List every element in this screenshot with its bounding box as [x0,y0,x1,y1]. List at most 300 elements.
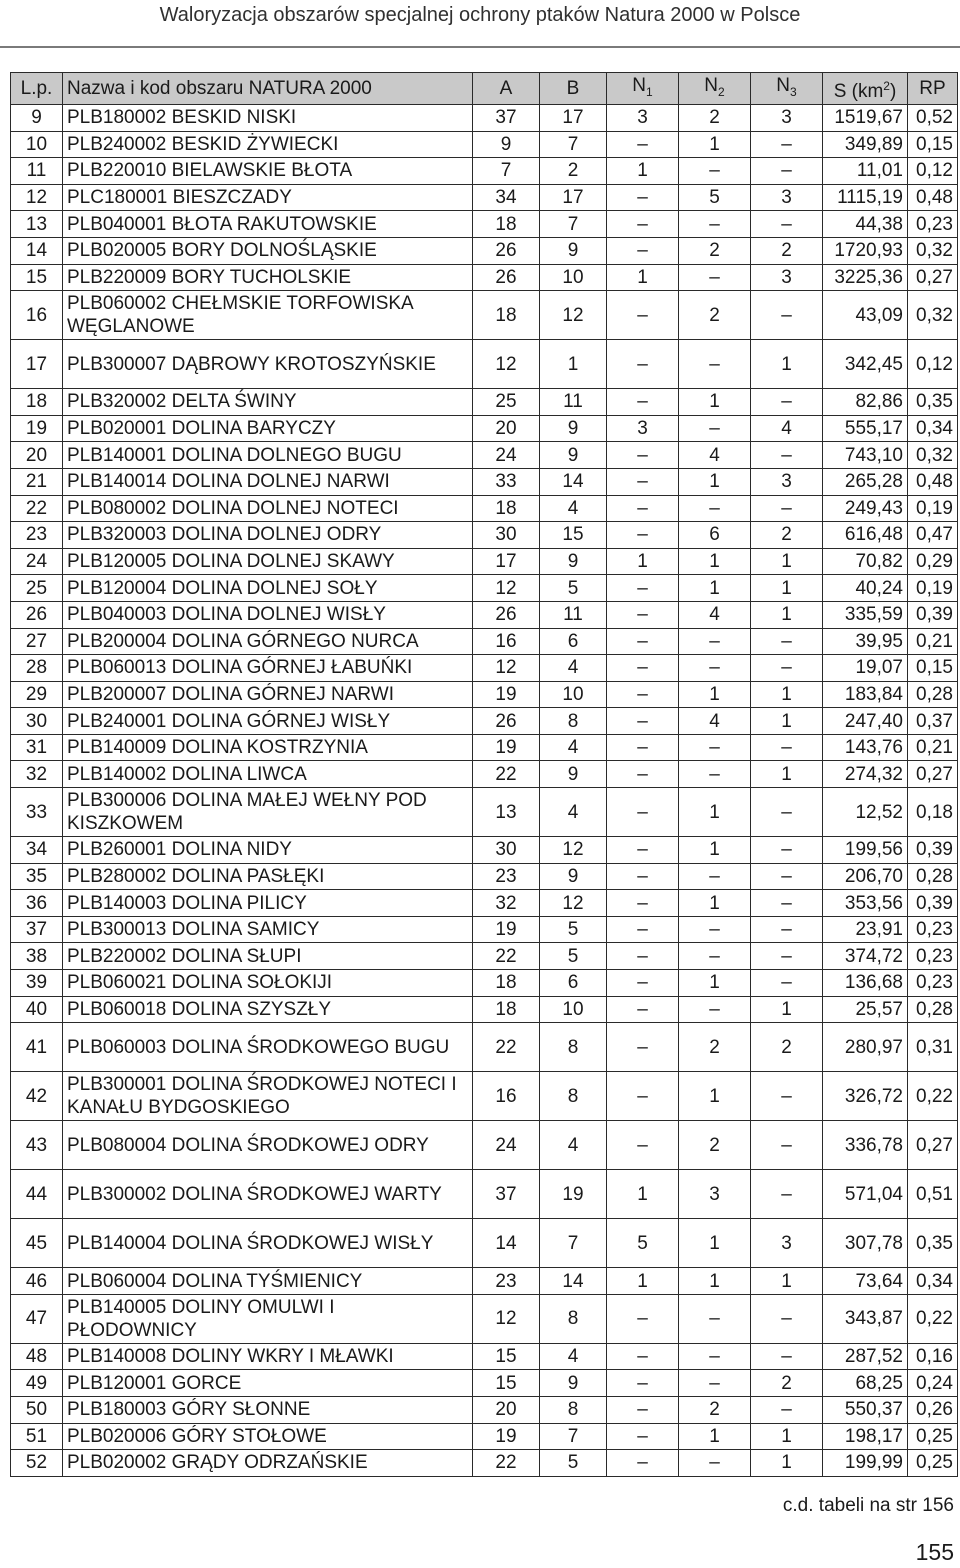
cell-n1: – [607,681,679,708]
cell-s: 68,25 [823,1370,908,1397]
header-lp: L.p. [11,73,63,105]
cell-b: 10 [540,996,607,1023]
cell-name: PLB020002 GRĄDY ODRZAŃSKIE [63,1450,473,1477]
cell-rp: 0,32 [908,237,958,264]
cell-name: PLB020006 GÓRY STOŁOWE [63,1423,473,1450]
cell-b: 4 [540,655,607,682]
cell-n3: – [751,131,823,158]
cell-s: 11,01 [823,158,908,185]
cell-n3: – [751,788,823,837]
cell-n3: 1 [751,1423,823,1450]
cell-s: 23,91 [823,916,908,943]
cell-lp: 28 [11,655,63,682]
cell-b: 5 [540,916,607,943]
table-row [11,943,958,970]
cell-n2: 1 [679,548,751,575]
table-row [11,1170,958,1219]
cell-name: PLB140009 DOLINA KOSTRZYNIA [63,734,473,761]
cell-a: 18 [473,495,540,522]
cell-b: 10 [540,264,607,291]
cell-lp: 22 [11,495,63,522]
cell-n1: – [607,655,679,682]
cell-name: PLB020001 DOLINA BARYCZY [63,415,473,442]
cell-s: 335,59 [823,601,908,628]
cell-a: 13 [473,788,540,837]
cell-n3: 1 [751,681,823,708]
cell-rp: 0,27 [908,761,958,788]
header-s [823,73,908,105]
cell-lp: 43 [11,1121,63,1170]
cell-lp: 34 [11,837,63,864]
cell-s: 247,40 [823,708,908,735]
cell-n2: – [679,211,751,238]
cell-n1: – [607,1397,679,1424]
cell-rp: 0,47 [908,522,958,549]
cell-s: 326,72 [823,1072,908,1121]
cell-name: PLB140003 DOLINA PILICY [63,890,473,917]
cell-b: 6 [540,628,607,655]
cell-lp: 42 [11,1072,63,1121]
cell-n1: – [607,1072,679,1121]
cell-n1: – [607,389,679,416]
continuation-note: c.d. tabeli na str 156 [782,1495,954,1516]
cell-n3: 3 [751,105,823,132]
cell-n3: – [751,495,823,522]
cell-rp: 0,35 [908,389,958,416]
cell-s: 25,57 [823,996,908,1023]
table-row [11,1219,958,1268]
cell-s: 198,17 [823,1423,908,1450]
cell-s: 349,89 [823,131,908,158]
table-row [11,415,958,442]
cell-name: PLB180003 GÓRY SŁONNE [63,1397,473,1424]
cell-n1: 1 [607,1268,679,1295]
cell-s: 206,70 [823,863,908,890]
table-row [11,655,958,682]
cell-n3: 2 [751,522,823,549]
cell-name: PLB040001 BŁOTA RAKUTOWSKIE [63,211,473,238]
cell-n3: 4 [751,415,823,442]
cell-name: PLB220002 DOLINA SŁUPI [63,943,473,970]
cell-n1: 1 [607,158,679,185]
cell-a: 37 [473,1170,540,1219]
cell-n2: 4 [679,708,751,735]
cell-lp: 12 [11,184,63,211]
cell-b: 11 [540,389,607,416]
cell-n1: – [607,131,679,158]
cell-n2: 1 [679,970,751,997]
cell-n3: 1 [751,708,823,735]
cell-s: 336,78 [823,1121,908,1170]
cell-a: 26 [473,601,540,628]
cell-n3: – [751,655,823,682]
cell-n2: – [679,1370,751,1397]
cell-n1: – [607,1294,679,1343]
cell-lp: 24 [11,548,63,575]
header-s-base: S (km [833,80,884,102]
cell-a: 17 [473,548,540,575]
cell-n2: 2 [679,291,751,340]
cell-a: 23 [473,863,540,890]
cell-n1: – [607,761,679,788]
cell-n3: – [751,628,823,655]
cell-name: PLB280002 DOLINA PASŁĘKI [63,863,473,890]
cell-n3: 1 [751,1450,823,1477]
cell-n3: – [751,211,823,238]
cell-b: 9 [540,237,607,264]
cell-name: PLB140002 DOLINA LIWCA [63,761,473,788]
cell-n3: 1 [751,601,823,628]
cell-b: 5 [540,1450,607,1477]
cell-n1: – [607,575,679,602]
cell-n3: 1 [751,548,823,575]
cell-n2: – [679,863,751,890]
cell-lp: 17 [11,340,63,389]
cell-lp: 31 [11,734,63,761]
cell-n3: 1 [751,996,823,1023]
cell-rp: 0,27 [908,1121,958,1170]
cell-n2: – [679,761,751,788]
cell-b: 9 [540,1370,607,1397]
cell-n1: – [607,291,679,340]
table-row [11,1023,958,1072]
cell-s: 287,52 [823,1343,908,1370]
cell-name: PLB140005 DOLINY OMULWI I PŁODOWNICY [63,1294,473,1343]
cell-s: 12,52 [823,788,908,837]
cell-n2: 5 [679,184,751,211]
cell-rp: 0,16 [908,1343,958,1370]
table-row [11,916,958,943]
cell-n1: – [607,340,679,389]
cell-rp: 0,48 [908,468,958,495]
cell-lp: 48 [11,1343,63,1370]
cell-a: 24 [473,442,540,469]
cell-b: 9 [540,442,607,469]
cell-rp: 0,21 [908,734,958,761]
cell-rp: 0,28 [908,681,958,708]
cell-n2: – [679,628,751,655]
cell-b: 14 [540,468,607,495]
cell-n2: – [679,734,751,761]
cell-name: PLB140014 DOLINA DOLNEJ NARWI [63,468,473,495]
cell-n2: – [679,340,751,389]
cell-rp: 0,19 [908,575,958,602]
cell-name: PLB200007 DOLINA GÓRNEJ NARWI [63,681,473,708]
cell-n1: – [607,442,679,469]
cell-b: 9 [540,761,607,788]
table-row [11,264,958,291]
cell-n2: 2 [679,105,751,132]
cell-a: 32 [473,890,540,917]
cell-rp: 0,23 [908,211,958,238]
cell-n2: 1 [679,1072,751,1121]
cell-lp: 41 [11,1023,63,1072]
cell-a: 34 [473,184,540,211]
cell-lp: 38 [11,943,63,970]
cell-n1: – [607,996,679,1023]
header-n3 [751,73,823,105]
cell-lp: 50 [11,1397,63,1424]
header-n1-sub: 1 [646,84,653,99]
cell-n1: 3 [607,415,679,442]
cell-rp: 0,39 [908,890,958,917]
cell-name: PLB140004 DOLINA ŚRODKOWEJ WISŁY [63,1219,473,1268]
cell-n2: – [679,415,751,442]
cell-a: 12 [473,340,540,389]
cell-rp: 0,25 [908,1450,958,1477]
cell-a: 20 [473,1397,540,1424]
cell-n2: 1 [679,890,751,917]
cell-b: 4 [540,788,607,837]
cell-name: PLB300007 DĄBROWY KROTOSZYŃSKIE [63,340,473,389]
cell-name: PLB220009 BORY TUCHOLSKIE [63,264,473,291]
header-n3-base: N [776,74,791,96]
cell-lp: 46 [11,1268,63,1295]
cell-rp: 0,39 [908,837,958,864]
cell-lp: 26 [11,601,63,628]
cell-n3: – [751,1170,823,1219]
table-row [11,548,958,575]
cell-lp: 45 [11,1219,63,1268]
cell-n1: – [607,943,679,970]
header-n2-sub: 2 [718,84,725,99]
cell-a: 22 [473,1023,540,1072]
cell-n2: – [679,264,751,291]
cell-lp: 21 [11,468,63,495]
cell-a: 12 [473,1294,540,1343]
table-row [11,468,958,495]
cell-name: PLB080002 DOLINA DOLNEJ NOTECI [63,495,473,522]
cell-rp: 0,39 [908,601,958,628]
cell-n1: – [607,837,679,864]
cell-rp: 0,23 [908,916,958,943]
cell-n3: 1 [751,761,823,788]
cell-n3: – [751,389,823,416]
table-row [11,291,958,340]
cell-b: 7 [540,1219,607,1268]
cell-rp: 0,24 [908,1370,958,1397]
table-row [11,575,958,602]
cell-a: 19 [473,734,540,761]
table-row [11,628,958,655]
cell-n2: 1 [679,468,751,495]
cell-s: 571,04 [823,1170,908,1219]
cell-n1: – [607,1121,679,1170]
cell-a: 30 [473,522,540,549]
cell-name: PLB300001 DOLINA ŚRODKOWEJ NOTECI I KANAŁU BYDGOSKIEGO [63,1072,473,1121]
cell-name: PLB060002 CHEŁMSKIE TORFOWISKA WĘGLANOWE [63,291,473,340]
cell-lp: 25 [11,575,63,602]
cell-n2: 6 [679,522,751,549]
cell-s: 136,68 [823,970,908,997]
cell-rp: 0,34 [908,415,958,442]
cell-rp: 0,27 [908,264,958,291]
cell-a: 37 [473,105,540,132]
cell-n3: 3 [751,264,823,291]
cell-lp: 29 [11,681,63,708]
header-a: A [473,73,540,105]
table-row [11,837,958,864]
cell-n1: – [607,1023,679,1072]
cell-rp: 0,15 [908,131,958,158]
cell-lp: 19 [11,415,63,442]
table-row [11,495,958,522]
cell-s: 44,38 [823,211,908,238]
cell-name: PLB140008 DOLINY WKRY I MŁAWKI [63,1343,473,1370]
cell-name: PLB080004 DOLINA ŚRODKOWEJ ODRY [63,1121,473,1170]
cell-b: 17 [540,184,607,211]
cell-name: PLB060013 DOLINA GÓRNEJ ŁABUŃKI [63,655,473,682]
cell-n2: 4 [679,601,751,628]
cell-lp: 18 [11,389,63,416]
cell-n2: – [679,1450,751,1477]
cell-n2: – [679,916,751,943]
cell-n2: – [679,495,751,522]
cell-n2: 2 [679,237,751,264]
cell-n2: 2 [679,1121,751,1170]
cell-n1: – [607,211,679,238]
cell-b: 8 [540,708,607,735]
cell-n2: 1 [679,1423,751,1450]
cell-n2: 3 [679,1170,751,1219]
cell-b: 8 [540,1294,607,1343]
cell-lp: 11 [11,158,63,185]
cell-name: PLB120005 DOLINA DOLNEJ SKAWY [63,548,473,575]
cell-a: 23 [473,1268,540,1295]
cell-n1: – [607,1423,679,1450]
cell-a: 15 [473,1370,540,1397]
cell-n3: 3 [751,1219,823,1268]
cell-rp: 0,21 [908,628,958,655]
cell-a: 22 [473,761,540,788]
cell-n1: 1 [607,1170,679,1219]
cell-b: 4 [540,495,607,522]
cell-n3: – [751,291,823,340]
cell-n1: – [607,863,679,890]
cell-lp: 44 [11,1170,63,1219]
table-row [11,681,958,708]
cell-n1: – [607,495,679,522]
cell-a: 18 [473,291,540,340]
table-row [11,708,958,735]
cell-s: 374,72 [823,943,908,970]
table-body [11,105,958,1477]
cell-n1: – [607,1450,679,1477]
cell-lp: 37 [11,916,63,943]
cell-rp: 0,29 [908,548,958,575]
cell-rp: 0,26 [908,1397,958,1424]
cell-a: 19 [473,681,540,708]
cell-lp: 23 [11,522,63,549]
cell-name: PLB320002 DELTA ŚWINY [63,389,473,416]
cell-b: 11 [540,601,607,628]
cell-n3: – [751,1121,823,1170]
cell-n3: – [751,943,823,970]
cell-rp: 0,35 [908,1219,958,1268]
cell-rp: 0,32 [908,291,958,340]
cell-lp: 13 [11,211,63,238]
cell-s: 183,84 [823,681,908,708]
cell-a: 12 [473,575,540,602]
cell-s: 40,24 [823,575,908,602]
cell-s: 1720,93 [823,237,908,264]
cell-s: 307,78 [823,1219,908,1268]
cell-n3: – [751,1072,823,1121]
cell-n1: – [607,522,679,549]
cell-n1: – [607,628,679,655]
cell-s: 280,97 [823,1023,908,1072]
cell-n1: – [607,708,679,735]
cell-n2: 1 [679,1268,751,1295]
cell-n3: 3 [751,468,823,495]
cell-lp: 30 [11,708,63,735]
cell-b: 8 [540,1397,607,1424]
cell-n2: 1 [679,575,751,602]
cell-name: PLB200004 DOLINA GÓRNEGO NURCA [63,628,473,655]
cell-b: 12 [540,837,607,864]
cell-rp: 0,18 [908,788,958,837]
cell-n2: 1 [679,389,751,416]
cell-lp: 15 [11,264,63,291]
cell-b: 4 [540,1121,607,1170]
cell-n2: 2 [679,1397,751,1424]
cell-name: PLB060018 DOLINA SZYSZŁY [63,996,473,1023]
cell-n2: – [679,158,751,185]
cell-rp: 0,37 [908,708,958,735]
cell-rp: 0,51 [908,1170,958,1219]
cell-n1: – [607,1343,679,1370]
cell-s: 353,56 [823,890,908,917]
cell-s: 550,37 [823,1397,908,1424]
cell-name: PLB060004 DOLINA TYŚMIENICY [63,1268,473,1295]
cell-name: PLB240002 BESKID ŻYWIECKI [63,131,473,158]
cell-a: 18 [473,970,540,997]
cell-n1: 5 [607,1219,679,1268]
table-row [11,211,958,238]
cell-rp: 0,19 [908,495,958,522]
header-rule [0,46,960,48]
cell-lp: 35 [11,863,63,890]
cell-s: 274,32 [823,761,908,788]
table-header [11,73,958,105]
header-s-close: ) [889,80,897,102]
cell-n3: 1 [751,340,823,389]
cell-name: PLB300013 DOLINA SAMICY [63,916,473,943]
cell-rp: 0,23 [908,943,958,970]
cell-name: PLB260001 DOLINA NIDY [63,837,473,864]
cell-name: PLB120004 DOLINA DOLNEJ SOŁY [63,575,473,602]
cell-b: 14 [540,1268,607,1295]
cell-name: PLB300002 DOLINA ŚRODKOWEJ WARTY [63,1170,473,1219]
cell-n1: – [607,1370,679,1397]
cell-s: 555,17 [823,415,908,442]
cell-b: 15 [540,522,607,549]
cell-s: 199,56 [823,837,908,864]
table-row [11,1268,958,1295]
cell-n2: – [679,655,751,682]
cell-s: 143,76 [823,734,908,761]
cell-n3: – [751,1397,823,1424]
cell-lp: 20 [11,442,63,469]
cell-s: 70,82 [823,548,908,575]
cell-a: 22 [473,1450,540,1477]
cell-b: 7 [540,1423,607,1450]
cell-s: 39,95 [823,628,908,655]
cell-b: 8 [540,1072,607,1121]
cell-n2: – [679,996,751,1023]
table-row [11,1072,958,1121]
cell-name: PLB060003 DOLINA ŚRODKOWEGO BUGU [63,1023,473,1072]
